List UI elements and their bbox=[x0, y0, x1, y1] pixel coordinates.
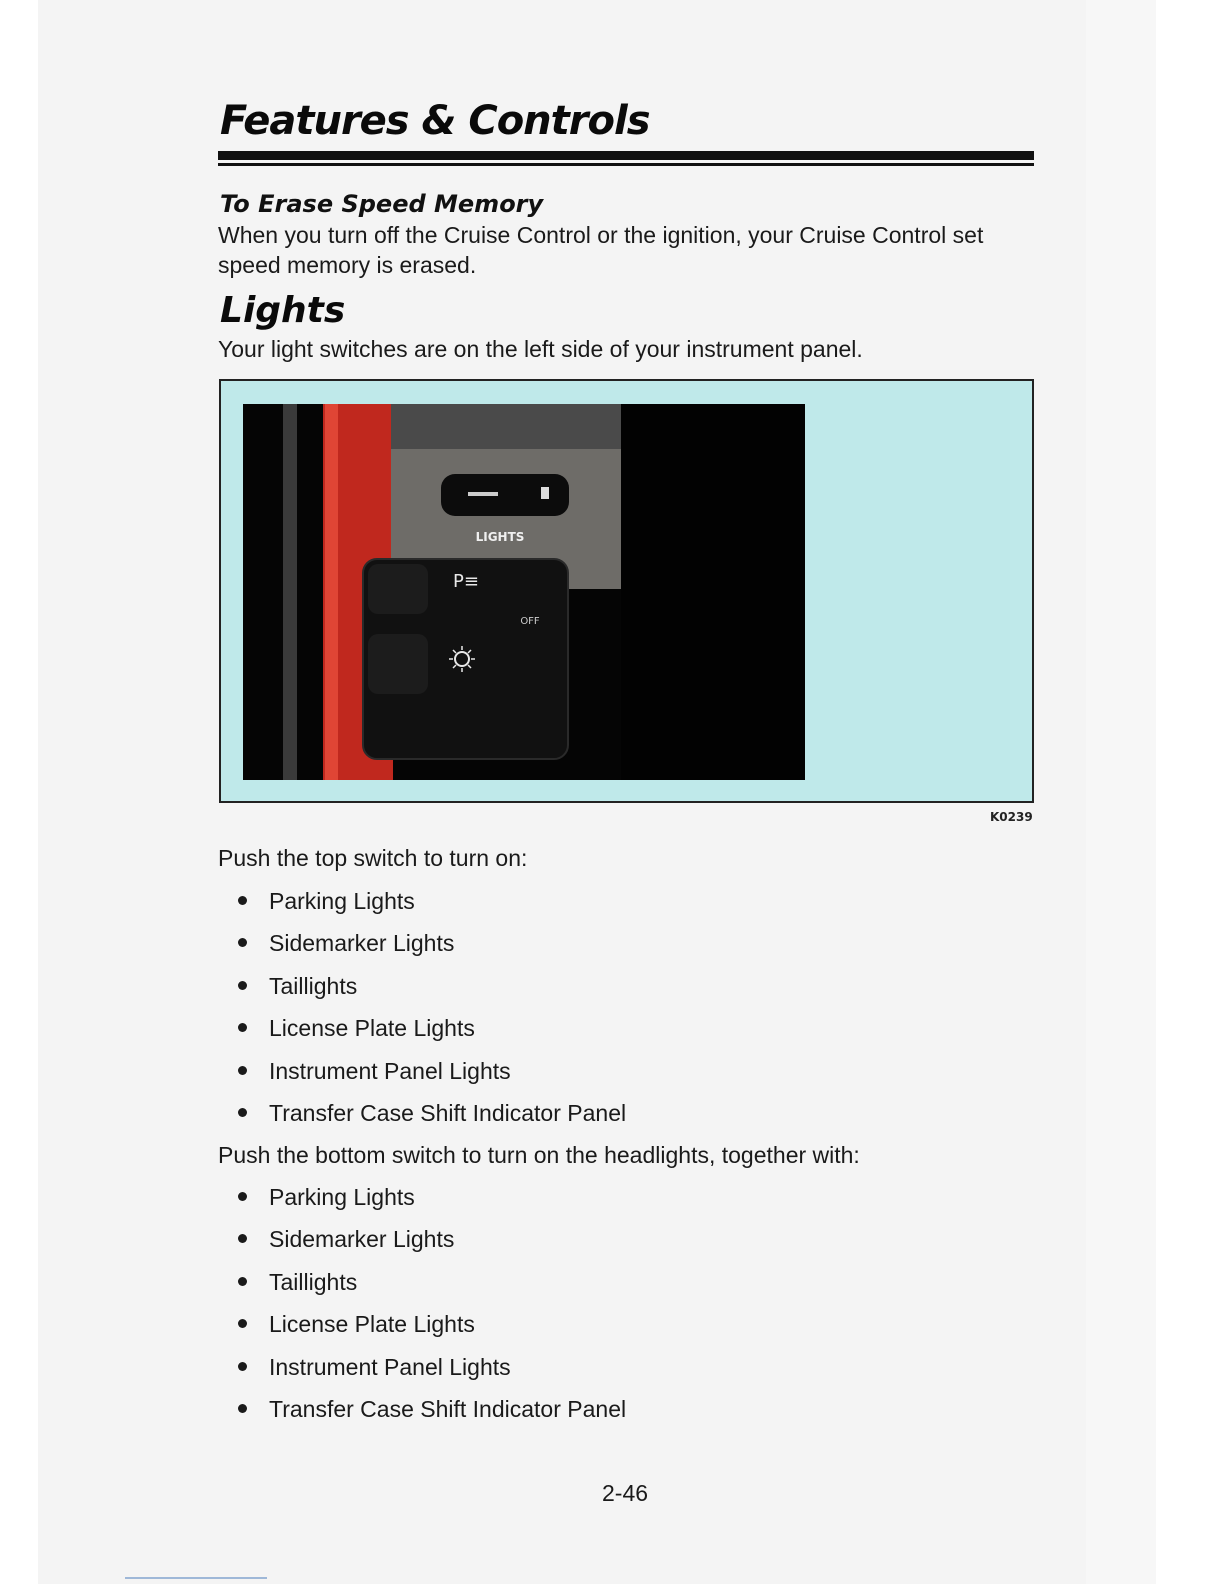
title-rule-thick bbox=[218, 151, 1034, 160]
erase-memory-subhead: To Erase Speed Memory bbox=[220, 190, 544, 218]
list-item: Instrument Panel Lights bbox=[238, 1352, 626, 1394]
bullet-icon bbox=[238, 896, 247, 905]
bullet-icon bbox=[238, 1023, 247, 1032]
light-switch-photo bbox=[243, 404, 805, 780]
title-rule-thin bbox=[218, 163, 1034, 166]
bullet-icon bbox=[238, 1108, 247, 1117]
bullet-icon bbox=[238, 1192, 247, 1201]
parking-light-icon: P≡ bbox=[453, 571, 479, 592]
list-item: Sidemarker Lights bbox=[238, 928, 626, 970]
page-edge bbox=[1086, 0, 1156, 1584]
list-item: Taillights bbox=[238, 971, 626, 1013]
page-number: 2-46 bbox=[602, 1480, 649, 1506]
bullet-icon bbox=[238, 1362, 247, 1371]
list-item: Transfer Case Shift Indicator Panel bbox=[238, 1098, 626, 1140]
erase-memory-text: When you turn off the Cruise Control or the ignition, your Cruise Control set speed memory is erased. bbox=[218, 222, 984, 278]
lights-intro: Your light switches are on the left side of your instrument panel. bbox=[218, 336, 863, 362]
top-switch-list bbox=[238, 886, 626, 1140]
bottom-switch-list bbox=[238, 1182, 626, 1436]
figure-code: K0239 bbox=[990, 810, 1033, 824]
list-item: License Plate Lights bbox=[238, 1309, 626, 1351]
light-switch-figure bbox=[219, 379, 1034, 803]
off-label: OFF bbox=[520, 616, 540, 627]
lights-panel-label: LIGHTS bbox=[475, 530, 525, 544]
list-item: License Plate Lights bbox=[238, 1013, 626, 1055]
bullet-icon bbox=[238, 1319, 247, 1328]
list-item: Transfer Case Shift Indicator Panel bbox=[238, 1394, 626, 1436]
list-item: Sidemarker Lights bbox=[238, 1224, 626, 1266]
bottom-switch-text: Push the bottom switch to turn on the headlights, together with: bbox=[218, 1142, 860, 1168]
scan-edge-line bbox=[125, 1577, 267, 1579]
top-switch-text: Push the top switch to turn on: bbox=[218, 845, 528, 871]
list-item: Parking Lights bbox=[238, 886, 626, 928]
bullet-icon bbox=[238, 1277, 247, 1286]
bullet-icon bbox=[238, 1234, 247, 1243]
bullet-icon bbox=[238, 981, 247, 990]
bullet-icon bbox=[238, 1404, 247, 1413]
bullet-icon bbox=[238, 938, 247, 947]
lights-heading: Lights bbox=[220, 290, 346, 331]
section-title: Features & Controls bbox=[220, 98, 650, 144]
list-item: Instrument Panel Lights bbox=[238, 1056, 626, 1098]
bullet-icon bbox=[238, 1066, 247, 1075]
list-item: Taillights bbox=[238, 1267, 626, 1309]
list-item: Parking Lights bbox=[238, 1182, 626, 1224]
